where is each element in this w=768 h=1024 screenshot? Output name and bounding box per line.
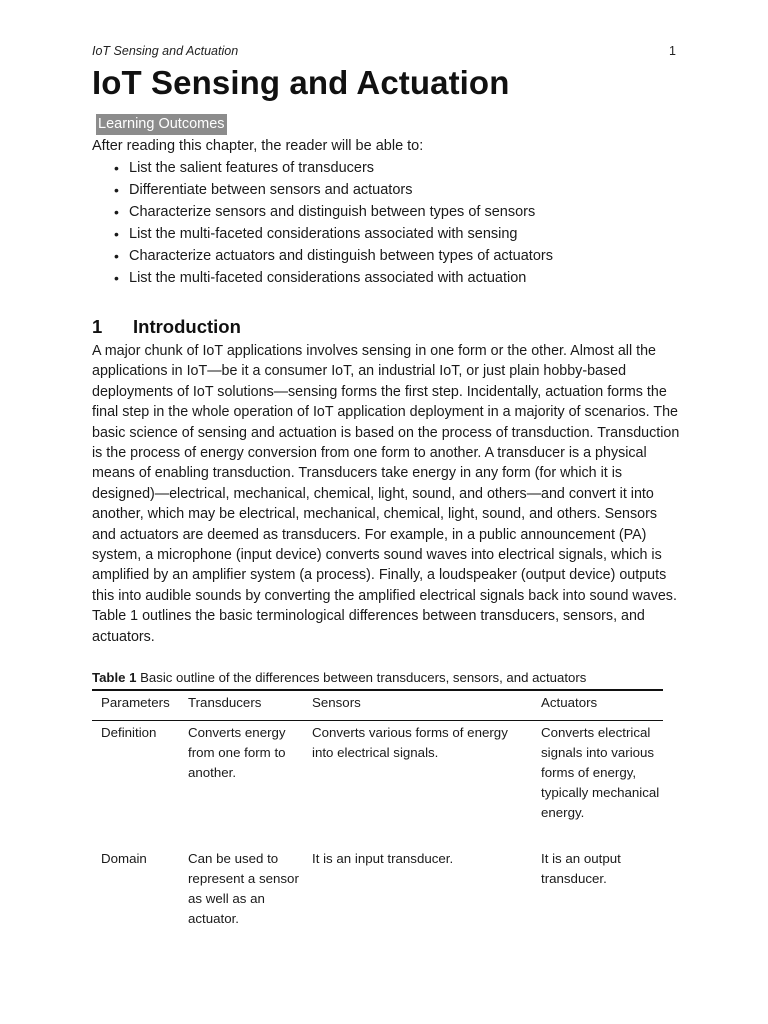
outcome-text: Differentiate between sensors and actuators	[129, 182, 413, 198]
learning-outcomes-label: Learning Outcomes	[96, 114, 227, 135]
table-header-rule	[92, 720, 663, 721]
table-top-rule	[92, 689, 663, 691]
outcome-item	[92, 269, 553, 291]
table-cell: Converts energy from one form to another.	[188, 725, 286, 780]
outcome-text: Characterize sensors and distinguish between types of sensors	[129, 204, 536, 220]
outcome-item	[92, 159, 553, 181]
bullet-icon: •	[114, 182, 119, 198]
table-cell: Domain	[101, 851, 147, 866]
bullet-icon: •	[114, 204, 119, 220]
bullet-icon: •	[114, 226, 119, 242]
outcome-item	[92, 203, 553, 225]
outcome-text: Characterize actuators and distinguish between types of actuators	[129, 248, 553, 264]
page-number: 1	[669, 44, 676, 58]
table-caption-text: Basic outline of the differences between transducers, sensors, and actuators	[136, 670, 587, 685]
outcomes-intro: After reading this chapter, the reader will be able to:	[92, 138, 424, 154]
bullet-icon: •	[114, 160, 119, 176]
table-cell: It is an output transducer.	[541, 851, 621, 886]
running-header: IoT Sensing and Actuation	[92, 44, 239, 58]
outcome-item	[92, 247, 553, 269]
bullet-icon: •	[114, 248, 119, 264]
outcome-text: List the salient features of transducers	[129, 160, 375, 176]
section-heading	[92, 316, 241, 338]
table-header-cell: Parameters	[101, 695, 170, 710]
outcome-text: List the multi-faceted considerations associated with actuation	[129, 270, 527, 286]
table-header-cell: Transducers	[188, 695, 262, 710]
bullet-icon: •	[114, 270, 119, 286]
table-header-cell: Sensors	[312, 695, 361, 710]
outcome-item	[92, 181, 553, 203]
table-cell: It is an input transducer.	[312, 851, 454, 866]
table-caption	[92, 669, 692, 687]
section-title: Introduction	[133, 316, 241, 337]
section-number: 1	[92, 316, 103, 337]
table-caption-label: Table 1	[92, 670, 137, 685]
introduction-paragraph: A major chunk of IoT applications involves sensing in one form or the other. Almost all the applications in IoT—be it a consumer IoT, an industrial IoT, or just plain hobby-based deployments of IoT solutions—sensing forms the first step. Incidentally, actuation forms the final step in the whole operation of IoT application deployment in a majority of scenarios. The basic science of sensing and actuation is based on the process of transduction. Transduction is the process of energy conversion from one form to another. A transducer is a physical means of enabling transduction. Transducers take energy in any form (for which it is designed)—electrical, mechanical, chemical, light, sound, and others—and convert it into another, which may be electrical, mechanical, chemical, light, sound, and others. Sensors and actuators are deemed as transducers. For example, in a public announcement (PA) system, a microphone (input device) converts sound waves into electrical signals, which is amplified by an amplifier system (a process). Finally, a loudspeaker (output device) outputs this into audible sounds by converting the amplified electrical signals back into sound waves. Table 1 outlines the basic terminological differences between transducers, sensors, and actuators.	[92, 343, 680, 645]
table-header-cell: Actuators	[541, 695, 598, 710]
document-title: IoT Sensing and Actuation	[92, 64, 510, 101]
outcome-item	[92, 225, 553, 247]
table-cell: Definition	[101, 725, 157, 740]
table-cell: Converts electrical signals into various forms of energy, typically mechanical energy.	[541, 725, 660, 820]
table-cell: Converts various forms of energy into electrical signals.	[312, 725, 508, 760]
outcome-text: List the multi-faceted considerations associated with sensing	[129, 226, 518, 242]
table-cell: Can be used to represent a sensor as well as an actuator.	[188, 851, 299, 926]
learning-outcomes-list	[92, 159, 553, 291]
